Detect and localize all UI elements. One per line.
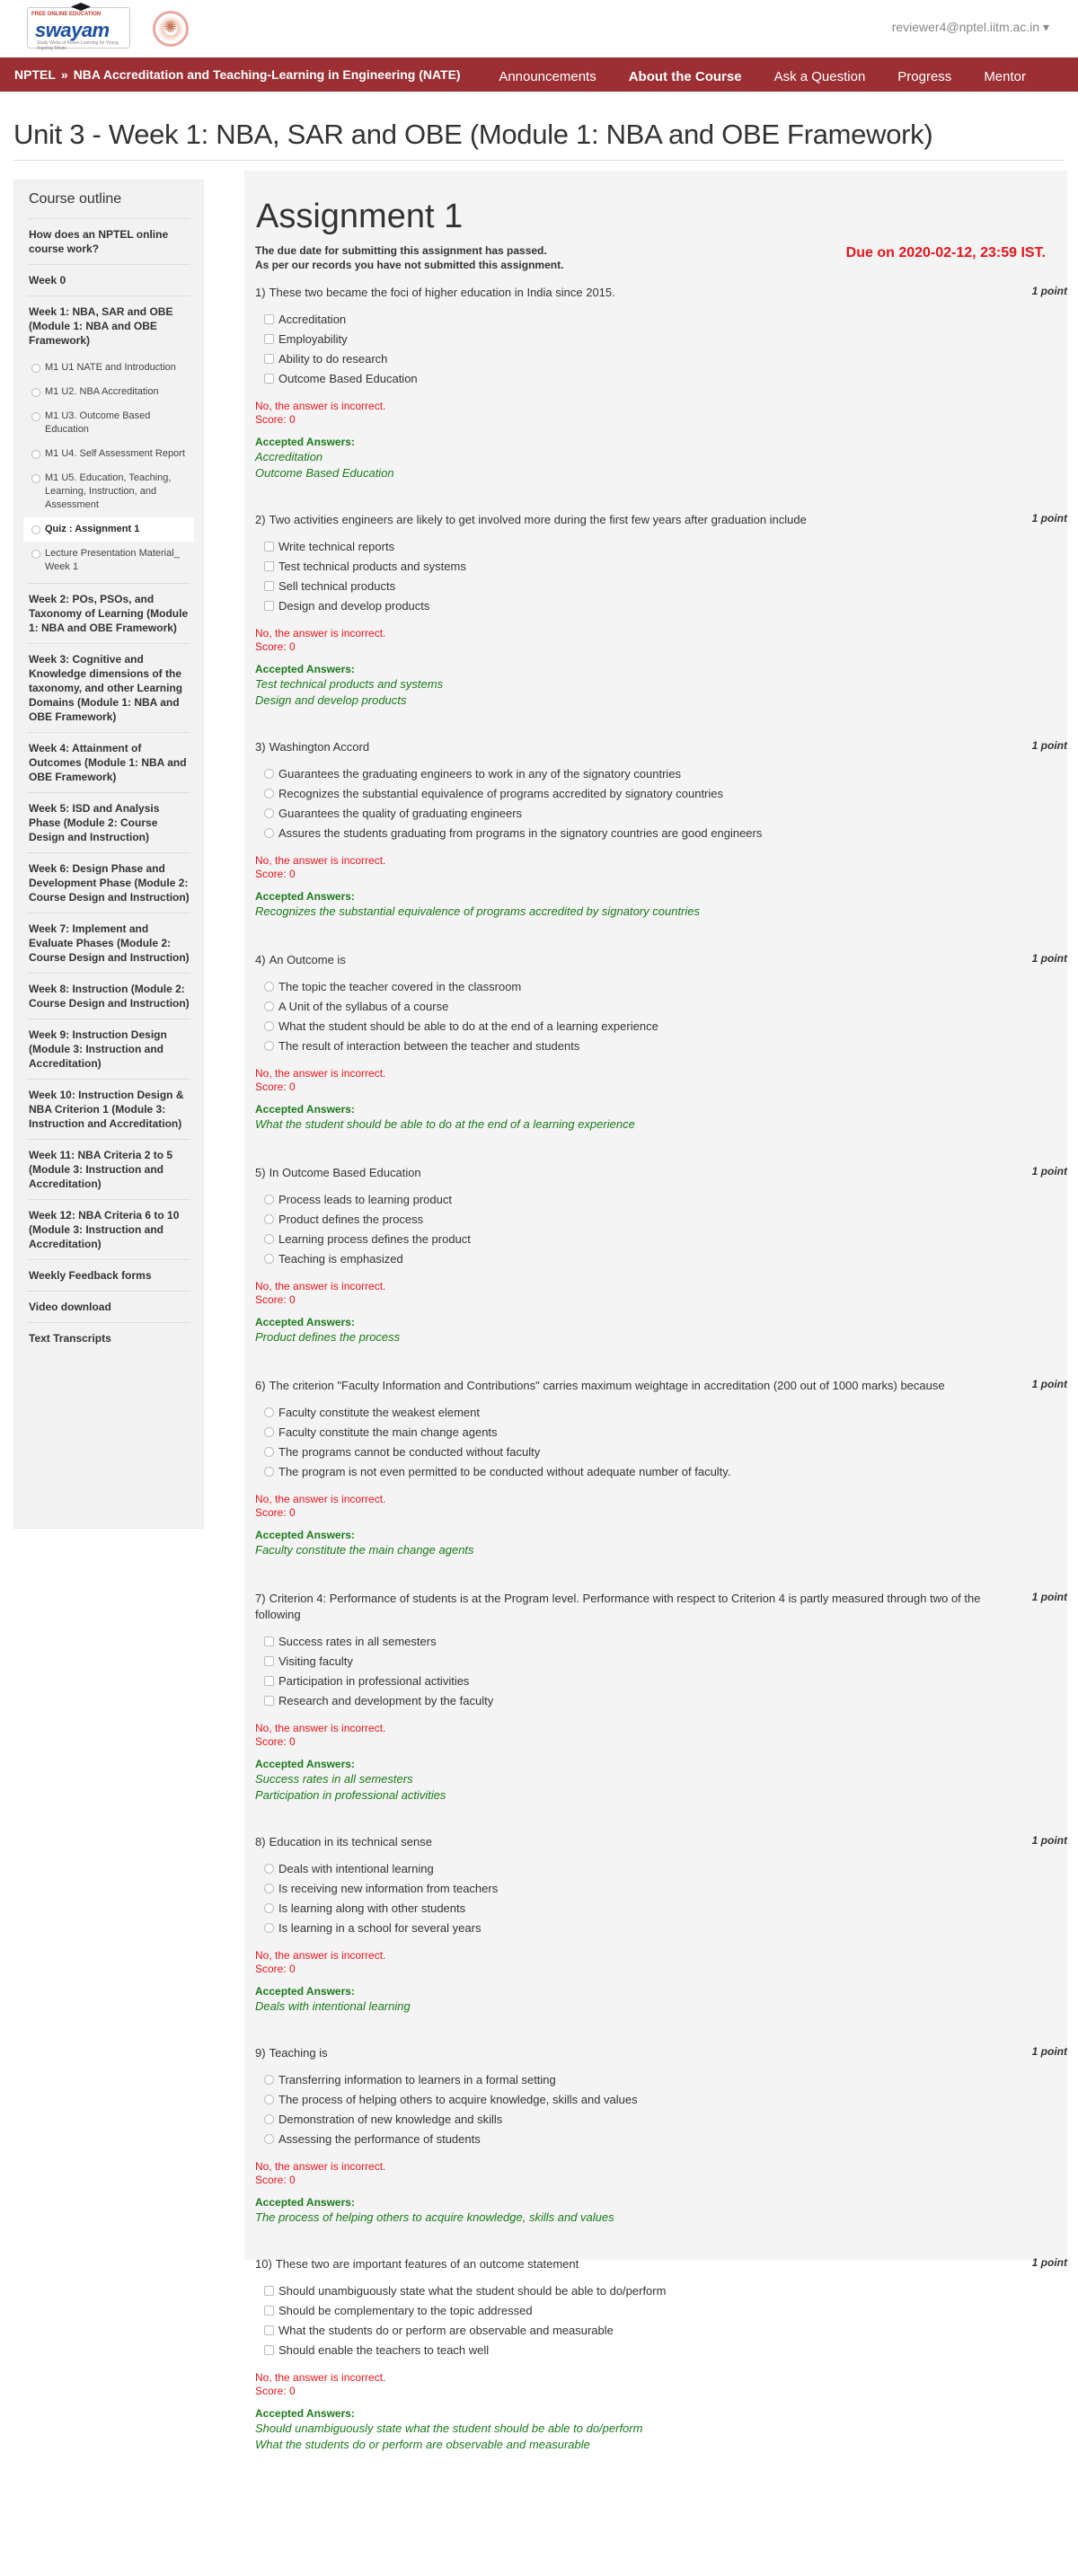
option-label: Assessing the performance of students <box>278 2132 481 2146</box>
answer-option[interactable] <box>264 804 1056 824</box>
radio-button[interactable] <box>264 1001 274 1011</box>
verdict-text: No, the answer is incorrect. <box>255 1949 386 1962</box>
accepted-answers-label: Accepted Answers: <box>255 2196 355 2209</box>
answer-option[interactable] <box>264 596 1056 616</box>
nav-progress[interactable]: Progress <box>897 69 952 84</box>
answer-option[interactable] <box>264 1672 1056 1691</box>
score-text: Score: 0 <box>255 1506 296 1519</box>
course-outline-sidebar <box>13 180 204 1529</box>
checkbox[interactable] <box>264 2306 274 2316</box>
option-label: What the student should be able to do at the end of a learning experience <box>278 1019 658 1033</box>
checkbox[interactable] <box>264 2286 274 2296</box>
option-label: Learning process defines the product <box>278 1232 471 1246</box>
option-label: The topic the teacher covered in the classroom <box>278 980 522 993</box>
question-number: 5) <box>255 1166 266 1179</box>
checkbox[interactable] <box>264 354 274 364</box>
option-list <box>264 977 1056 1056</box>
option-label: Demonstration of new knowledge and skills <box>278 2113 503 2126</box>
answer-option[interactable] <box>264 997 1056 1017</box>
answer-option[interactable] <box>264 2321 1056 2341</box>
question-points: 1 point <box>1031 1165 1067 1178</box>
question-points: 1 point <box>1031 285 1067 297</box>
question-text <box>255 285 1056 301</box>
logo-subtitle: Study Webs of Active-Learning for Young Aspiring Minds <box>37 40 119 51</box>
answer-option[interactable] <box>264 1230 1056 1249</box>
radio-button[interactable] <box>264 828 274 838</box>
verdict-text: No, the answer is incorrect. <box>255 1722 386 1734</box>
question-points: 1 point <box>1031 952 1067 965</box>
option-label: Process leads to learning product <box>278 1193 452 1206</box>
sidebar-item-week-0[interactable]: Week 0 <box>27 265 190 296</box>
question-8 <box>255 1834 1067 2015</box>
checkbox[interactable] <box>264 1656 274 1666</box>
accepted-answers-label: Accepted Answers: <box>255 663 355 675</box>
option-label: The programs cannot be conducted without faculty <box>278 1445 541 1459</box>
checkbox[interactable] <box>264 601 274 611</box>
accepted-answers-label: Accepted Answers: <box>255 1529 355 1541</box>
answer-option[interactable] <box>264 369 1056 389</box>
verdict-text: No, the answer is incorrect. <box>255 1280 386 1292</box>
answer-option[interactable] <box>264 1652 1056 1672</box>
sidebar-heading: Course outline <box>27 181 190 219</box>
answer-option[interactable] <box>264 1190 1056 1210</box>
accepted-answers-label: Accepted Answers: <box>255 1103 355 1116</box>
option-label: Test technical products and systems <box>278 560 466 573</box>
sidebar-item-how-it-works[interactable]: How does an NPTEL online course work? <box>27 219 190 265</box>
question-prompt: The criterion "Faculty Information and Contributions" carries maximum weightage in accreditation (200 out of 1000 marks) because <box>269 1379 945 1392</box>
sidebar-item-week-6[interactable]: Week 6: Design Phase and Development Phase (Module 2: Course Design and Instruction) <box>27 853 190 913</box>
option-label: What the students do or perform are observable and measurable <box>278 2324 614 2337</box>
answer-option[interactable] <box>264 2090 1056 2110</box>
accepted-answer: Success rates in all semesters <box>255 1772 413 1786</box>
question-text <box>255 739 1056 755</box>
answer-option[interactable] <box>264 2110 1056 2130</box>
radio-button[interactable] <box>264 808 274 818</box>
sidebar-item-week-5[interactable]: Week 5: ISD and Analysis Phase (Module 2: Course Design and Instruction) <box>27 793 190 853</box>
checkbox[interactable] <box>264 561 274 571</box>
option-label: Guarantees the quality of graduating engineers <box>278 807 523 820</box>
score-text: Score: 0 <box>255 1963 296 1975</box>
assignment-panel <box>244 171 1067 2451</box>
sidebar-subitem-m1u4[interactable]: M1 U4. Self Assessment Report <box>27 442 190 466</box>
option-label: Write technical reports <box>278 540 395 553</box>
question-prompt: These two became the foci of higher education in India since 2015. <box>269 286 615 299</box>
checkbox[interactable] <box>264 314 274 324</box>
option-label: Recognizes the substantial equivalence of programs accredited by signatory countries <box>278 787 723 800</box>
score-text: Score: 0 <box>255 1735 296 1748</box>
score-text: Score: 0 <box>255 2385 296 2397</box>
answer-option[interactable] <box>264 2130 1056 2149</box>
page-title: Unit 3 - Week 1: NBA, SAR and OBE (Module 1: NBA and OBE Framework) <box>13 119 933 150</box>
question-6 <box>255 1378 1067 1558</box>
verdict-text: No, the answer is incorrect. <box>255 627 386 640</box>
question-text <box>255 1834 1056 1850</box>
question-7 <box>255 1591 1067 1804</box>
answer-option[interactable] <box>264 1919 1056 1938</box>
option-label: Design and develop products <box>278 599 430 613</box>
question-points: 1 point <box>1031 2256 1067 2269</box>
question-prompt: An Outcome is <box>269 953 346 966</box>
nav-links <box>482 57 1042 92</box>
radio-button[interactable] <box>264 1195 274 1204</box>
radio-button[interactable] <box>264 1407 274 1417</box>
accepted-answers-label: Accepted Answers: <box>255 1316 355 1328</box>
option-label: Research and development by the faculty <box>278 1694 494 1707</box>
verdict-text: No, the answer is incorrect. <box>255 2371 386 2384</box>
question-prompt: Education in its technical sense <box>269 1835 432 1848</box>
checkbox[interactable] <box>264 1636 274 1646</box>
nav-ask-a-question[interactable]: Ask a Question <box>773 69 866 84</box>
radio-button[interactable] <box>264 1883 274 1893</box>
option-label: Is learning in a school for several years <box>278 1921 482 1935</box>
sidebar-item-video-download[interactable]: Video download <box>27 1292 190 1323</box>
option-list <box>264 310 1056 389</box>
option-label: A Unit of the syllabus of a course <box>278 1000 449 1013</box>
question-9 <box>255 2045 1067 2226</box>
accepted-answer: Should unambiguously state what the student should be able to do/perform <box>255 2422 643 2435</box>
question-text <box>255 1591 1056 1623</box>
option-label: Should be complementary to the topic addressed <box>278 2304 533 2317</box>
question-prompt: These two are important features of an outcome statement <box>275 2257 579 2271</box>
answer-option[interactable] <box>264 330 1056 349</box>
answer-option[interactable] <box>264 1017 1056 1037</box>
accepted-answer: The process of helping others to acquire knowledge, skills and values <box>255 2210 614 2224</box>
radio-button[interactable] <box>264 2114 274 2124</box>
option-label: Deals with intentional learning <box>278 1862 434 1875</box>
title-divider <box>13 160 1065 161</box>
radio-button[interactable] <box>264 1234 274 1244</box>
radio-button[interactable] <box>264 1427 274 1437</box>
answer-option[interactable] <box>264 2281 1056 2301</box>
radio-button[interactable] <box>264 1254 274 1264</box>
answer-option[interactable] <box>264 1879 1056 1899</box>
accepted-answer: Participation in professional activities <box>255 1788 446 1802</box>
accepted-answer: What the student should be able to do at the end of a learning experience <box>255 1117 635 1131</box>
question-prompt: Washington Accord <box>269 740 370 754</box>
score-text: Score: 0 <box>255 1293 296 1306</box>
answer-option[interactable] <box>264 557 1056 577</box>
option-label: Is learning along with other students <box>278 1901 466 1915</box>
due-passed-note: The due date for submitting this assignment has passed. <box>255 244 547 257</box>
answer-option[interactable] <box>264 1859 1056 1879</box>
nav-announcements[interactable]: Announcements <box>499 69 596 84</box>
question-number: 10) <box>255 2257 272 2271</box>
answer-option[interactable] <box>264 1423 1056 1442</box>
question-number: 8) <box>255 1835 266 1848</box>
logo-tagline: FREE ONLINE EDUCATION <box>31 12 102 17</box>
accepted-answer: Product defines the process <box>255 1330 401 1344</box>
radio-button[interactable] <box>264 1467 274 1477</box>
question-prompt: In Outcome Based Education <box>269 1166 421 1179</box>
graduation-cap-icon <box>71 3 91 12</box>
radio-button[interactable] <box>264 1864 274 1874</box>
breadcrumb-course[interactable]: NBA Accreditation and Teaching-Learning in Engineering (NATE) <box>73 67 461 82</box>
accepted-answer: What the students do or perform are observable and measurable <box>255 2438 590 2451</box>
sidebar-item-week-10[interactable]: Week 10: Instruction Design & NBA Criterion 1 (Module 3: Instruction and Accreditation) <box>27 1080 190 1140</box>
score-text: Score: 0 <box>255 868 296 880</box>
option-label: Should unambiguously state what the student should be able to do/perform <box>278 2284 667 2298</box>
sidebar-subitem-lecture-material[interactable]: Lecture Presentation Material_ Week 1 <box>27 542 190 584</box>
question-points: 1 point <box>1031 1834 1067 1847</box>
answer-option[interactable] <box>264 824 1056 843</box>
accepted-answer: Test technical products and systems <box>255 677 444 691</box>
radio-button[interactable] <box>264 982 274 992</box>
answer-option[interactable] <box>264 1442 1056 1462</box>
option-label: Participation in professional activities <box>278 1674 470 1688</box>
sidebar-item-week-7[interactable]: Week 7: Implement and Evaluate Phases (Module 2: Course Design and Instruction) <box>27 913 190 974</box>
sidebar-item-feedback-forms[interactable]: Weekly Feedback forms <box>27 1260 190 1292</box>
radio-button[interactable] <box>264 1214 274 1224</box>
verdict-text: No, the answer is incorrect. <box>255 854 386 867</box>
answer-option[interactable] <box>264 1403 1056 1423</box>
sidebar-subitem-m1u5[interactable]: M1 U5. Education, Teaching, Learning, Instruction, and Assessment <box>27 466 190 517</box>
checkbox[interactable] <box>264 374 274 384</box>
question-text <box>255 1165 1056 1181</box>
option-label: Assures the students graduating from programs in the signatory countries are good engineers <box>278 826 763 840</box>
question-text <box>255 2045 1056 2061</box>
option-label: Ability to do research <box>278 352 388 366</box>
answer-option[interactable] <box>264 1632 1056 1652</box>
radio-button[interactable] <box>264 1021 274 1031</box>
checkbox[interactable] <box>264 1676 274 1686</box>
question-number: 6) <box>255 1379 266 1392</box>
sidebar-item-week-4[interactable]: Week 4: Attainment of Outcomes (Module 1: NBA and OBE Framework) <box>27 733 190 793</box>
not-submitted-note: As per our records you have not submitted this assignment. <box>255 259 564 271</box>
answer-option[interactable] <box>264 2341 1056 2360</box>
option-label: Should enable the teachers to teach well <box>278 2343 490 2357</box>
radio-button[interactable] <box>264 2075 274 2085</box>
checkbox[interactable] <box>264 2325 274 2335</box>
accepted-answers-label: Accepted Answers: <box>255 1758 355 1770</box>
checkbox[interactable] <box>264 1696 274 1706</box>
question-prompt: Teaching is <box>269 2046 328 2060</box>
option-label: The process of helping others to acquire knowledge, skills and values <box>278 2093 638 2106</box>
sidebar-subitem-m1u2[interactable]: M1 U2. NBA Accreditation <box>27 380 190 404</box>
course-navbar <box>0 57 1078 92</box>
sidebar-item-week-3[interactable]: Week 3: Cognitive and Knowledge dimensions of the taxonomy, and other Learning Domains (Module 1: NBA and OBE Framework) <box>27 644 190 733</box>
option-label: Transferring information to learners in a formal setting <box>278 2073 556 2086</box>
question-4 <box>255 952 1067 1133</box>
accepted-answer: Deals with intentional learning <box>255 1999 411 2013</box>
option-list <box>264 2070 1056 2149</box>
sidebar-subitem-m1u3[interactable]: M1 U3. Outcome Based Education <box>27 404 190 442</box>
answer-option[interactable] <box>264 1899 1056 1919</box>
nptel-emblem-icon[interactable] <box>153 11 189 47</box>
answer-option[interactable] <box>264 764 1056 784</box>
due-info <box>255 243 1056 274</box>
question-points: 1 point <box>1031 2045 1067 2058</box>
question-number: 3) <box>255 740 266 754</box>
question-2 <box>255 512 1067 709</box>
option-label: Accreditation <box>278 313 347 326</box>
score-text: Score: 0 <box>255 640 296 653</box>
radio-button[interactable] <box>264 1903 274 1913</box>
question-number: 1) <box>255 286 266 299</box>
accepted-answers-label: Accepted Answers: <box>255 1985 355 1998</box>
radio-button[interactable] <box>264 2095 274 2104</box>
option-label: Sell technical products <box>278 579 396 593</box>
accepted-answer: Faculty constitute the main change agents <box>255 1543 474 1557</box>
sidebar-subitem-quiz-assignment-1[interactable]: Quiz : Assignment 1 <box>23 517 194 542</box>
radio-button[interactable] <box>264 1041 274 1051</box>
answer-option[interactable] <box>264 1462 1056 1482</box>
checkbox[interactable] <box>264 2345 274 2355</box>
nav-about-the-course[interactable]: About the Course <box>628 69 742 84</box>
answer-option[interactable] <box>264 1037 1056 1056</box>
option-list <box>264 1190 1056 1269</box>
top-header <box>0 0 1078 57</box>
accepted-answer: Outcome Based Education <box>255 466 394 480</box>
question-text <box>255 952 1056 968</box>
sidebar-item-week-2[interactable]: Week 2: POs, PSOs, and Taxonomy of Learning (Module 1: NBA and OBE Framework) <box>27 584 190 644</box>
option-label: Employability <box>278 332 348 346</box>
question-number: 9) <box>255 2046 266 2060</box>
option-label: Product defines the process <box>278 1213 424 1226</box>
verdict-text: No, the answer is incorrect. <box>255 400 386 412</box>
answer-option[interactable] <box>264 977 1056 997</box>
answer-option[interactable] <box>264 310 1056 330</box>
option-label: The program is not even permitted to be conducted without adequate number of faculty. <box>278 1465 731 1478</box>
question-1 <box>255 285 1067 481</box>
breadcrumb-separator: » <box>60 67 68 82</box>
checkbox[interactable] <box>264 334 274 344</box>
accepted-answer: Design and develop products <box>255 693 407 707</box>
accepted-answers-label: Accepted Answers: <box>255 2407 355 2420</box>
question-number: 7) <box>255 1592 266 1605</box>
question-prompt: Two activities engineers are likely to get involved more during the first few years after graduation include <box>269 513 807 526</box>
due-date: Due on 2020-02-12, 23:59 IST. <box>845 245 1046 260</box>
sidebar-item-week-12[interactable]: Week 12: NBA Criteria 6 to 10 (Module 3: Instruction and Accreditation) <box>27 1200 190 1260</box>
option-label: Guarantees the graduating engineers to work in any of the signatory countries <box>278 767 682 781</box>
sidebar-item-week-8[interactable]: Week 8: Instruction (Module 2: Course Design and Instruction) <box>27 974 190 1019</box>
score-text: Score: 0 <box>255 413 296 426</box>
answer-option[interactable] <box>264 2070 1056 2090</box>
answer-option[interactable] <box>264 2301 1056 2321</box>
score-text: Score: 0 <box>255 1081 296 1093</box>
question-list <box>255 285 1067 2453</box>
question-points: 1 point <box>1031 1591 1067 1603</box>
nav-mentor[interactable]: Mentor <box>984 69 1026 84</box>
question-points: 1 point <box>1031 739 1067 752</box>
option-label: Is receiving new information from teachers <box>278 1882 499 1895</box>
accepted-answers-label: Accepted Answers: <box>255 890 355 903</box>
logo-wordmark: swayam <box>35 19 110 41</box>
question-5 <box>255 1165 1067 1345</box>
checkbox[interactable] <box>264 542 274 551</box>
question-points: 1 point <box>1031 512 1067 525</box>
sidebar-item-week-11[interactable]: Week 11: NBA Criteria 2 to 5 (Module 3: Instruction and Accreditation) <box>27 1140 190 1200</box>
option-list <box>264 1403 1056 1482</box>
verdict-text: No, the answer is incorrect. <box>255 1067 386 1080</box>
question-text <box>255 1378 1056 1394</box>
option-label: Teaching is emphasized <box>278 1252 403 1266</box>
option-list <box>264 2281 1056 2360</box>
option-label: Faculty constitute the weakest element <box>278 1406 481 1419</box>
breadcrumb-nptel[interactable]: NPTEL <box>14 67 56 82</box>
verdict-text: No, the answer is incorrect. <box>255 1493 386 1505</box>
question-text <box>255 2256 1056 2272</box>
question-points: 1 point <box>1031 1378 1067 1390</box>
answer-option[interactable] <box>264 1249 1056 1269</box>
answer-option[interactable] <box>264 349 1056 369</box>
question-number: 2) <box>255 513 266 526</box>
option-list <box>264 1859 1056 1938</box>
swayam-logo[interactable] <box>27 7 130 49</box>
answer-option[interactable] <box>264 537 1056 557</box>
accepted-answer: Recognizes the substantial equivalence of programs accredited by signatory countries <box>255 904 700 918</box>
option-label: Faculty constitute the main change agents <box>278 1425 498 1439</box>
question-10 <box>255 2256 1067 2453</box>
breadcrumb <box>14 67 461 82</box>
sidebar-item-text-transcripts[interactable]: Text Transcripts <box>29 1332 111 1345</box>
answer-option[interactable] <box>264 1210 1056 1230</box>
accepted-answers-label: Accepted Answers: <box>255 436 355 448</box>
assignment-title: Assignment 1 <box>256 198 464 235</box>
answer-option[interactable] <box>264 577 1056 596</box>
accepted-answer: Accreditation <box>255 450 323 463</box>
question-prompt: Criterion 4: Performance of students is at the Program level. Performance with respect to Criterion 4 is partly measured through two of the following <box>255 1592 981 1621</box>
radio-button[interactable] <box>264 1447 274 1457</box>
option-label: The result of interaction between the teacher and students <box>278 1039 580 1053</box>
answer-option[interactable] <box>264 1691 1056 1711</box>
option-list <box>264 537 1056 616</box>
option-label: Visiting faculty <box>278 1654 353 1668</box>
checkbox[interactable] <box>264 581 274 591</box>
score-text: Score: 0 <box>255 2174 296 2186</box>
question-text <box>255 512 1056 528</box>
radio-button[interactable] <box>264 2134 274 2144</box>
radio-button[interactable] <box>264 1923 274 1933</box>
sidebar-subitem-m1u1[interactable]: M1 U1 NATE and Introduction <box>27 356 190 380</box>
radio-button[interactable] <box>264 769 274 779</box>
question-number: 4) <box>255 953 266 966</box>
verdict-text: No, the answer is incorrect. <box>255 2160 386 2173</box>
radio-button[interactable] <box>264 789 274 798</box>
option-label: Outcome Based Education <box>278 372 418 385</box>
question-3 <box>255 739 1067 920</box>
option-list <box>264 764 1056 843</box>
sidebar-item-week-9[interactable]: Week 9: Instruction Design (Module 3: Instruction and Accreditation) <box>27 1019 190 1080</box>
sidebar-item-week-1[interactable]: Week 1: NBA, SAR and OBE (Module 1: NBA and OBE Framework) <box>29 305 173 347</box>
option-label: Success rates in all semesters <box>278 1635 437 1648</box>
user-menu[interactable]: reviewer4@nptel.iitm.ac.in ▾ <box>891 20 1049 34</box>
option-list <box>264 1632 1056 1711</box>
answer-option[interactable] <box>264 784 1056 804</box>
